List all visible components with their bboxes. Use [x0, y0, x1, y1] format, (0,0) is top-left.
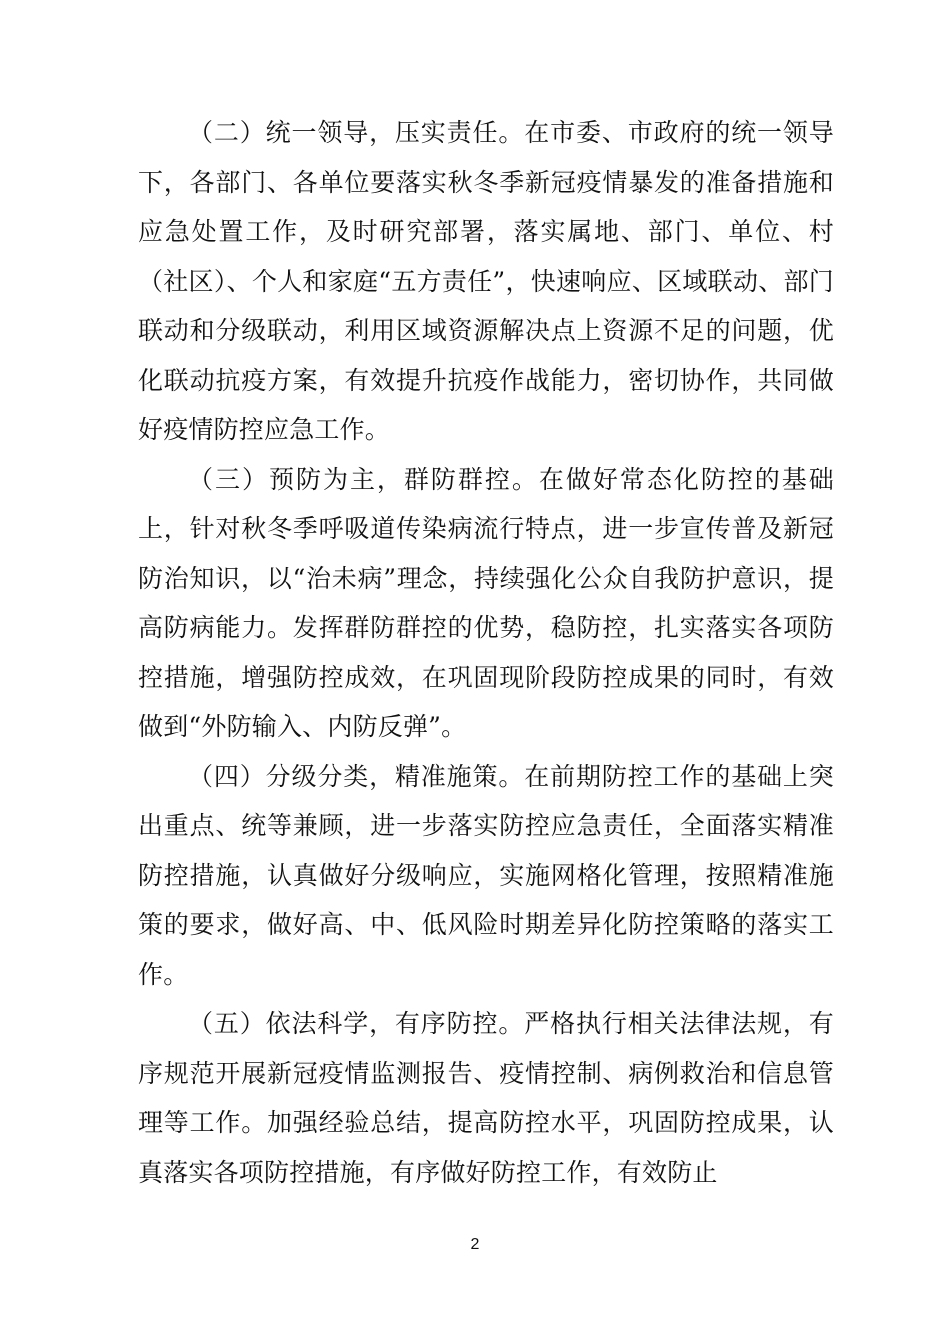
- paragraph-section-4: （四）分级分类，精准施策。在前期防控工作的基础上突出重点、统等兼顾，进一步落实防控应急责任，全面落实精准防控措施，认真做好分级响应，实施网格化管理，按照精准施策的要求，做好高、中、低风险时期差异化防控策略的落实工作。: [138, 761, 834, 989]
- paragraph-section-2: （二）统一领导，压实责任。在市委、市政府的统一领导下，各部门、各单位要落实秋冬季新冠疫情暴发的准备措施和应急处置工作，及时研究部署，落实属地、部门、单位、村（社区）、个人和家庭“五方责任”，快速响应、区域联动、部门联动和分级联动，利用区域资源解决点上资源不足的问题，优化联动抗疫方案，有效提升抗疫作战能力，密切协作，共同做好疫情防控应急工作。: [138, 118, 834, 444]
- document-body: [138, 108, 834, 1197]
- paragraph-section-3: （三）预防为主，群防群控。在做好常态化防控的基础上，针对秋冬季呼吸道传染病流行特点，进一步宣传普及新冠防治知识，以“治未病”理念，持续强化公众自我防护意识，提高防病能力。发挥群防群控的优势，稳防控，扎实落实各项防控措施，增强防控成效，在巩固现阶段防控成果的同时，有效做到“外防输入、内防反弹”。: [138, 464, 834, 741]
- paragraph-section-5: （五）依法科学，有序防控。严格执行相关法律法规，有序规范开展新冠疫情监测报告、疫情控制、病例救治和信息管理等工作。加强经验总结，提高防控水平，巩固防控成果，认真落实各项防控措施，有序做好防控工作，有效防止: [138, 1009, 834, 1187]
- page-number: 2: [470, 1236, 480, 1253]
